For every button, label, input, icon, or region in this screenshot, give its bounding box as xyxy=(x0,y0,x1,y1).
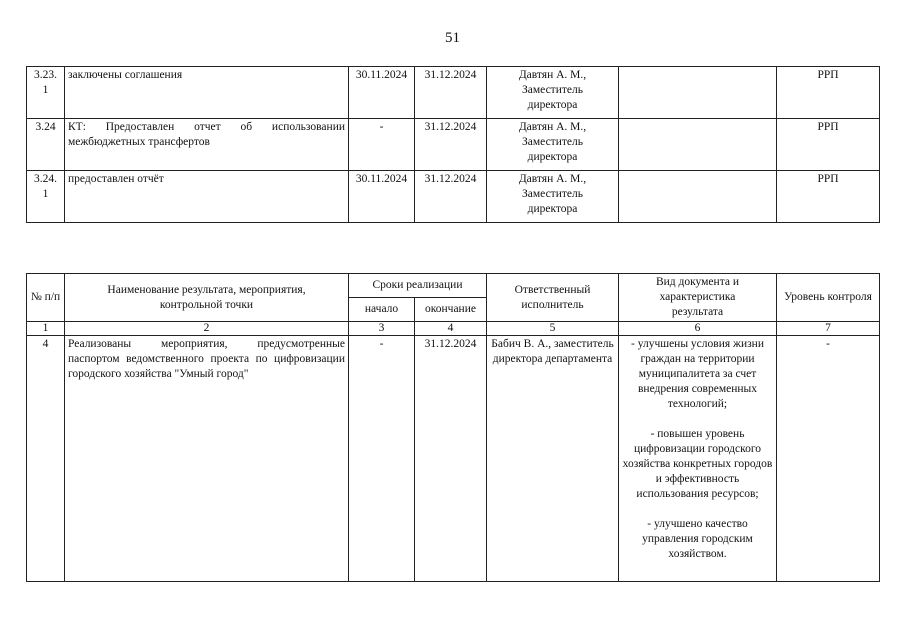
page-number: 51 xyxy=(445,30,460,46)
row-name: предоставлен отчёт xyxy=(65,171,349,223)
row-doc xyxy=(619,171,777,223)
table-row xyxy=(27,171,880,223)
row-end: 31.12.2024 xyxy=(415,67,487,119)
row-num-top: 3.24. xyxy=(34,173,57,185)
row-responsible xyxy=(487,119,619,171)
column-number: 4 xyxy=(415,322,487,336)
header-doc: Вид документа и характеристика результата xyxy=(619,274,777,322)
responsible-line: Заместитель xyxy=(522,84,583,96)
row-num-top: 3.24 xyxy=(35,121,56,133)
row-responsible: Бабич В. А., заместитель директора департамента xyxy=(487,336,619,582)
row-level: РРП xyxy=(777,171,880,223)
top-table xyxy=(26,66,880,223)
row-num xyxy=(27,119,65,171)
responsible-line: директора xyxy=(527,151,578,163)
row-level: РРП xyxy=(777,119,880,171)
row-responsible xyxy=(487,67,619,119)
row-start: 30.11.2024 xyxy=(349,171,415,223)
row-num-bottom: 1 xyxy=(42,84,49,96)
doc-item: - повышен уровень цифровизации городского хозяйства конкретных городов и эффективность использования ресурсов; xyxy=(622,428,773,500)
row-start: - xyxy=(349,336,415,582)
row-doc xyxy=(619,336,777,582)
row-num xyxy=(27,67,65,119)
table-row xyxy=(27,336,880,582)
responsible-line: Давтян А. М., xyxy=(518,173,587,185)
header-num: № п/п xyxy=(27,274,65,322)
responsible-line: Давтян А. М., xyxy=(518,69,587,81)
responsible-line: директора xyxy=(527,203,578,215)
column-number: 3 xyxy=(349,322,415,336)
header-start: начало xyxy=(349,298,415,322)
row-start: - xyxy=(349,119,415,171)
header-responsible: Ответственный исполнитель xyxy=(487,274,619,322)
row-level: РРП xyxy=(777,67,880,119)
row-end: 31.12.2024 xyxy=(415,336,487,582)
row-num-bottom: 1 xyxy=(42,188,49,200)
column-number: 6 xyxy=(619,322,777,336)
header-end: окончание xyxy=(415,298,487,322)
column-number: 2 xyxy=(65,322,349,336)
row-responsible xyxy=(487,171,619,223)
responsible-line: директора xyxy=(527,99,578,111)
row-doc xyxy=(619,119,777,171)
doc-item: - улучшены условия жизни граждан на территории муниципалитета за счет внедрения современных технологий; xyxy=(631,338,764,410)
responsible-line: Заместитель xyxy=(522,188,583,200)
row-name: Реализованы мероприятия, предусмотренные паспортом ведомственного проекта по цифровизации городского хозяйства "Умный город" xyxy=(65,336,349,582)
responsible-line: Заместитель xyxy=(522,136,583,148)
table-row xyxy=(27,119,880,171)
header-period: Сроки реализации xyxy=(349,274,487,298)
doc-item: - улучшено качество управления городским хозяйством. xyxy=(642,518,753,560)
row-end: 31.12.2024 xyxy=(415,119,487,171)
column-number: 1 xyxy=(27,322,65,336)
responsible-line: Давтян А. М., xyxy=(518,121,587,133)
row-name: КТ: Предоставлен отчет об использовании межбюджетных трансфертов xyxy=(65,119,349,171)
main-table xyxy=(26,273,880,582)
row-name: заключены соглашения xyxy=(65,67,349,119)
column-number: 5 xyxy=(487,322,619,336)
row-num-top: 3.23. xyxy=(34,69,57,81)
row-num xyxy=(27,171,65,223)
header-name: Наименование результата, мероприятия, контрольной точки xyxy=(65,274,349,322)
header-level: Уровень контроля xyxy=(777,274,880,322)
row-level: - xyxy=(777,336,880,582)
row-start: 30.11.2024 xyxy=(349,67,415,119)
row-doc xyxy=(619,67,777,119)
table-row xyxy=(27,67,880,119)
row-end: 31.12.2024 xyxy=(415,171,487,223)
row-num: 4 xyxy=(27,336,65,582)
column-number: 7 xyxy=(777,322,880,336)
